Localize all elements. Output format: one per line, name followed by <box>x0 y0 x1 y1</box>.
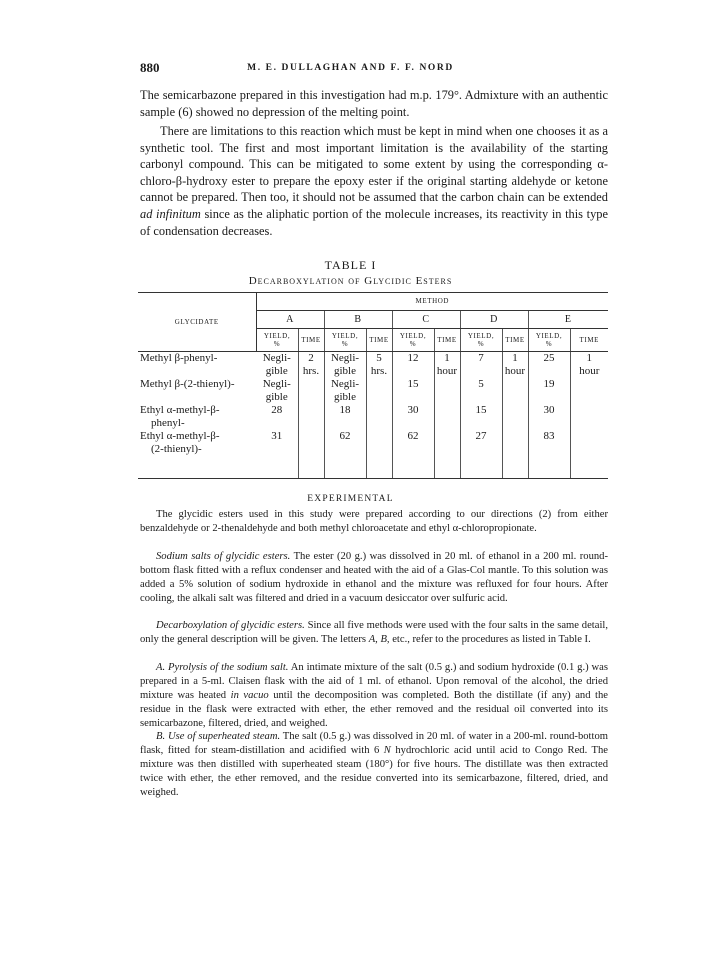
yield-cell-b: Negli- gible <box>324 352 366 379</box>
time-cell-c <box>434 430 460 479</box>
steam-title: B. Use of superheated steam. <box>156 731 281 742</box>
time-cell-d <box>502 404 528 430</box>
yield-cell-d: 7 <box>460 352 502 379</box>
yield-cell-e: 25 <box>528 352 570 379</box>
table-row <box>138 404 608 430</box>
method-a-header: A <box>256 311 324 329</box>
glycidate-name-cell: Ethyl α-methyl-β- (2-thienyl)- <box>138 430 256 479</box>
time-cell-c <box>434 404 460 430</box>
yield-cell-e: 19 <box>528 378 570 404</box>
yield-header-e: YIELD, % <box>528 329 570 352</box>
table-body <box>138 352 608 479</box>
paragraph-pyrolysis <box>140 661 608 731</box>
glycidate-header: GLYCIDATE <box>138 293 256 352</box>
yield-cell-d: 15 <box>460 404 502 430</box>
table-row <box>138 378 608 404</box>
table-row <box>138 352 608 379</box>
time-cell-d <box>502 430 528 479</box>
yield-cell-b: 62 <box>324 430 366 479</box>
glycidate-name-cell: Methyl β-phenyl- <box>140 352 218 364</box>
yield-cell-d: 27 <box>460 430 502 479</box>
time-cell-c: 1 hour <box>434 352 460 379</box>
yield-header-b: YIELD, % <box>324 329 366 352</box>
time-cell-b <box>366 378 392 404</box>
time-cell-a <box>298 430 324 479</box>
yield-cell-e: 30 <box>528 404 570 430</box>
yield-header-d: YIELD, % <box>460 329 502 352</box>
yield-header-c: YIELD, % <box>392 329 434 352</box>
paragraph-superheated-steam <box>140 730 608 800</box>
limitations-text-b: since as the aliphatic portion of the molecule increases, its reactivity in this type of condensation decreases. <box>140 206 608 238</box>
method-c-header: C <box>392 311 460 329</box>
paragraph-semicarbazone: The semicarbazone prepared in this investigation had m.p. 179°. Admixture with an authentic sample (6) showed no depression of the melting point. <box>140 88 608 119</box>
yield-cell-c: 62 <box>392 430 434 479</box>
pyrolysis-text-b: until the decomposition was completed. Both the distillate (if any) and the residue in the flask were extracted with ether, the ether removed and the residual oil converted into its semicarbazone, filtered, dried, and weighed. <box>140 689 608 729</box>
yield-cell-b: 18 <box>324 404 366 430</box>
yield-cell-a: Negli- gible <box>256 378 298 404</box>
pyrolysis-text-a: An intimate mixture of the salt (0.5 g.) and sodium hydroxide (0.1 g.) was prepared in a 5-ml. Claisen flask with the aid of 1 ml. of ethanol. Upon removal of the alcohol, the dried mixture was heated <box>140 662 608 701</box>
time-cell-d: 1 hour <box>502 352 528 379</box>
yield-cell-a: 28 <box>256 404 298 430</box>
time-cell-a: 2 hrs. <box>298 352 324 379</box>
sodium-salts-title: Sodium salts of glycidic esters. <box>156 551 291 562</box>
time-header-b: TIME <box>366 329 392 352</box>
time-cell-d <box>502 378 528 404</box>
table-title: Decarboxylation of Glycidic Esters <box>248 275 453 287</box>
time-cell-e <box>570 404 608 430</box>
limitations-text-a: There are limitations to this reaction which must be kept in mind when one chooses it as a synthetic tool. The first and most important limitation is the availability of the starting carbonyl compound. This can be mitigated to some extent by using the corresponding α-chloro-β-hydroxy ester to prepare the epoxy ester if the original starting aldehyde or ketone cannot be prepared. Then too, it should not be assumed that the carbon chain can be extended <box>140 124 608 205</box>
yield-cell-d: 5 <box>460 378 502 404</box>
experimental-heading: EXPERIMENTAL <box>307 494 394 504</box>
glycidate-name-cell: Methyl β-(2-thienyl)- <box>140 378 235 390</box>
in-vacuo-italic: in vacuo <box>230 689 269 701</box>
time-cell-b <box>366 404 392 430</box>
glycidate-name-cell: Ethyl α-methyl-β- phenyl- <box>140 404 220 429</box>
sodium-salts-text: The ester (20 g.) was dissolved in 20 ml. of ethanol in a 200 ml. round-bottom flask fitted with a reflux condenser and heated with the aid of a Glas-Col mantle. To this solution was added a 5% solution of sodium hydroxide in ethanol and the mixture was refluxed for four hours. After cooling, the alkali salt was filtered and dried in a vacuum desiccator over sulfuric acid. <box>140 551 609 604</box>
time-header-e: TIME <box>570 329 608 352</box>
decarboxylation-text-a: Since all five methods were used with the four salts in the same detail, only the general description will be given. The letters <box>140 620 608 645</box>
time-cell-e <box>570 378 608 404</box>
yield-cell-c: 15 <box>392 378 434 404</box>
table-number: TABLE I <box>324 258 377 272</box>
yield-cell-a: 31 <box>256 430 298 479</box>
method-e-header: E <box>528 311 608 329</box>
steam-text-a: The salt (0.5 g.) was dissolved in 20 ml. of water in a 200-ml. round-bottom flask, fitted for steam-distillation and acidified with 6 <box>140 731 608 756</box>
yield-cell-b: Negli- gible <box>324 378 366 404</box>
time-header-c: TIME <box>434 329 460 352</box>
method-b-header: B <box>324 311 392 329</box>
table-row <box>138 430 608 479</box>
paragraph-decarboxylation <box>140 619 608 647</box>
steam-text-b: hydrochloric acid until acid to Congo Red. The mixture was then distilled with superheated steam (180°) for five hours. The distillate was then extracted twice with ether, the ether removed, and the residue converted into its semicarbazone, filtered, dried, and weighed. <box>140 744 608 798</box>
time-cell-c <box>434 378 460 404</box>
paragraph-limitations <box>140 123 608 239</box>
time-cell-e <box>570 430 608 479</box>
time-cell-a <box>298 404 324 430</box>
yield-cell-c: 12 <box>392 352 434 379</box>
decarboxylation-table <box>138 292 608 479</box>
yield-cell-c: 30 <box>392 404 434 430</box>
time-header-d: TIME <box>502 329 528 352</box>
yield-cell-a: Negli- gible <box>256 352 298 379</box>
decarboxylation-title: Decarboxylation of glycidic esters. <box>156 620 305 631</box>
page-number: 880 <box>140 60 160 75</box>
paragraph-sodium-salts <box>140 550 608 606</box>
decarboxylation-text-b: etc., refer to the procedures as listed in Table I. <box>389 633 591 645</box>
time-header-a: TIME <box>298 329 324 352</box>
time-cell-e: 1 hour <box>579 352 600 377</box>
procedure-letters: A, B, <box>368 633 390 645</box>
running-head: M. E. DULLAGHAN AND F. F. NORD <box>247 63 454 73</box>
method-d-header: D <box>460 311 528 329</box>
time-cell-b <box>366 430 392 479</box>
method-header: METHOD <box>256 293 608 311</box>
time-cell-b: 5 hrs. <box>366 352 392 379</box>
yield-header-a: YIELD, % <box>256 329 298 352</box>
ad-infinitum-italic: ad infinitum <box>140 206 201 221</box>
pyrolysis-title: A. Pyrolysis of the sodium salt. <box>156 662 289 673</box>
paragraph-esters-prep: The glycidic esters used in this study were prepared according to our directions (2) from either benzaldehyde or 2-thenaldehyde and both methyl chloroacetate and ethyl α-chloropropionate. <box>140 509 608 534</box>
time-cell-a <box>298 378 324 404</box>
normality-italic: N <box>383 744 391 756</box>
yield-cell-e: 83 <box>528 430 570 479</box>
